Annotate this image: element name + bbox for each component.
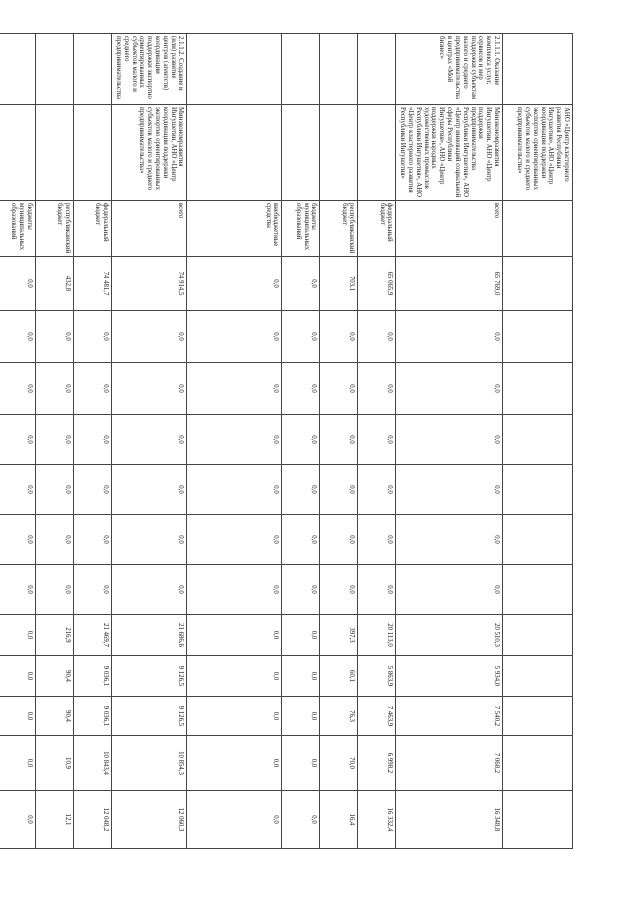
amount-cell: 0,0 (74, 363, 112, 415)
amount-cell: 0,0 (0, 363, 36, 415)
executor-cell (36, 105, 74, 201)
amount-cell: 0,0 (0, 615, 36, 656)
table-row (187, 34, 282, 849)
measure-code-cell (320, 34, 358, 105)
amount-cell: 0,0 (74, 311, 112, 363)
table-row (282, 34, 320, 849)
amount-cell: 0,0 (187, 697, 282, 736)
measure-code-cell (503, 34, 573, 105)
amount-cell: 12 048,2 (74, 791, 112, 849)
measure-code-cell: 2.1.1.1. Оказание комплекса услуг, сервисов и мер поддержки субъектам малого и среднего предпринимательства в центрах «Мой бизнес» (396, 34, 503, 105)
amount-cell: 90,4 (36, 656, 74, 697)
amount-cell: 0,0 (112, 415, 187, 465)
amount-cell: 9 036,1 (74, 697, 112, 736)
amount-cell: 0,0 (36, 565, 74, 615)
amount-cell: 0,0 (36, 311, 74, 363)
amount-cell: 9 036,1 (74, 656, 112, 697)
executor-cell (0, 105, 36, 201)
amount-cell: 0,0 (0, 736, 36, 791)
amount-cell: 65 065,9 (358, 257, 396, 311)
amount-cell: 16,4 (320, 791, 358, 849)
funding-source-cell: бюджеты муниципальных образований (282, 201, 320, 257)
amount-cell: 0,0 (358, 565, 396, 615)
amount-cell: 6 998,2 (358, 736, 396, 791)
measure-code-cell (36, 34, 74, 105)
measure-code-cell (74, 34, 112, 105)
amount-cell: 0,0 (282, 465, 320, 515)
funding-source-cell: федеральный бюджет (74, 201, 112, 257)
funding-source-cell: республиканский бюджет (320, 201, 358, 257)
amount-cell: 0,0 (358, 465, 396, 515)
amount-cell: 16 332,4 (358, 791, 396, 849)
funding-source-cell: внебюджетные средства (187, 201, 282, 257)
amount-cell: 0,0 (187, 515, 282, 565)
amount-cell: 12 060,3 (112, 791, 187, 849)
amount-cell (503, 515, 573, 565)
amount-cell: 0,0 (187, 656, 282, 697)
amount-cell: 0,0 (36, 465, 74, 515)
amount-cell: 0,0 (0, 465, 36, 515)
amount-cell: 9 126,5 (112, 697, 187, 736)
amount-cell (503, 465, 573, 515)
amount-cell: 0,0 (358, 311, 396, 363)
amount-cell: 0,0 (187, 465, 282, 515)
amount-cell: 10,9 (36, 736, 74, 791)
amount-cell: 0,0 (74, 415, 112, 465)
amount-cell: 20 113,0 (358, 615, 396, 656)
amount-cell: 90,4 (36, 697, 74, 736)
amount-cell: 0,0 (0, 257, 36, 311)
table-row (396, 34, 503, 849)
amount-cell: 0,0 (282, 311, 320, 363)
amount-cell: 7 463,9 (358, 697, 396, 736)
amount-cell (503, 415, 573, 465)
funding-source-cell: бюджеты муниципальных образований (0, 201, 36, 257)
amount-cell: 0,0 (74, 565, 112, 615)
funding-source-cell (503, 201, 573, 257)
amount-cell: 0,0 (320, 415, 358, 465)
amount-cell (503, 565, 573, 615)
amount-cell: 0,0 (320, 311, 358, 363)
amount-cell: 0,0 (358, 363, 396, 415)
amount-cell: 0,0 (74, 515, 112, 565)
amount-cell: 0,0 (282, 565, 320, 615)
amount-cell: 0,0 (187, 311, 282, 363)
amount-cell: 0,0 (282, 615, 320, 656)
amount-cell: 0,0 (396, 363, 503, 415)
amount-cell (503, 791, 573, 849)
amount-cell (503, 697, 573, 736)
executor-cell (187, 105, 282, 201)
table-row (320, 34, 358, 849)
amount-cell: 0,0 (36, 415, 74, 465)
amount-cell: 0,0 (0, 515, 36, 565)
table-row (503, 34, 573, 849)
amount-cell: 0,0 (282, 697, 320, 736)
amount-cell (503, 311, 573, 363)
measure-code-cell (0, 34, 36, 105)
amount-cell: 0,0 (0, 656, 36, 697)
table-row (112, 34, 187, 849)
amount-cell: 0,0 (358, 515, 396, 565)
measure-code-cell (358, 34, 396, 105)
amount-cell: 0,0 (282, 656, 320, 697)
amount-cell (503, 736, 573, 791)
amount-cell (503, 656, 573, 697)
amount-cell: 432,8 (36, 257, 74, 311)
measure-code-cell: 2.1.1.2. Создание и (или) развитие центров (агентств) координации поддержки экспортно ориентированных субъектов малого и среднего предпринимательства (112, 34, 187, 105)
amount-cell: 0,0 (0, 697, 36, 736)
executor-cell: Минэкономразвития Ингушетии, АНО «Центр поддержки предпринимательства Республики Ингушетия», АНО «Центр инноваций социальной сферы Республики Ингушетия», АНО «Центр поддержки народных художественных промыслов Республики Ингушетия», АНО «Центр кластерного развития Республики Ингушетия» (396, 105, 503, 201)
table-row (358, 34, 396, 849)
amount-cell (503, 363, 573, 415)
amount-cell: 0,0 (396, 565, 503, 615)
amount-cell: 5 863,9 (358, 656, 396, 697)
amount-cell: 0,0 (282, 257, 320, 311)
amount-cell: 0,0 (112, 565, 187, 615)
amount-cell: 21 686,6 (112, 615, 187, 656)
amount-cell: 0,0 (187, 415, 282, 465)
amount-cell: 0,0 (282, 736, 320, 791)
amount-cell: 703,1 (320, 257, 358, 311)
amount-cell: 0,0 (396, 515, 503, 565)
amount-cell: 21 469,7 (74, 615, 112, 656)
amount-cell: 74 914,5 (112, 257, 187, 311)
funding-source-cell: республиканский бюджет (36, 201, 74, 257)
amount-cell: 65 769,0 (396, 257, 503, 311)
table-row (74, 34, 112, 849)
amount-cell: 0,0 (358, 415, 396, 465)
amount-cell: 0,0 (320, 465, 358, 515)
amount-cell: 5 934,0 (396, 656, 503, 697)
executor-cell (282, 105, 320, 201)
amount-cell: 397,3 (320, 615, 358, 656)
amount-cell: 0,0 (112, 363, 187, 415)
amount-cell: 0,0 (0, 415, 36, 465)
rotated-page (10, 33, 573, 848)
amount-cell: 0,0 (282, 791, 320, 849)
amount-cell: 16 348,8 (396, 791, 503, 849)
amount-cell: 0,0 (187, 615, 282, 656)
amount-cell: 0,0 (187, 363, 282, 415)
amount-cell: 0,0 (320, 363, 358, 415)
amount-cell: 0,0 (320, 515, 358, 565)
amount-cell: 7 540,2 (396, 697, 503, 736)
amount-cell: 0,0 (36, 363, 74, 415)
amount-cell: 60,1 (320, 656, 358, 697)
amount-cell: 0,0 (74, 465, 112, 515)
executor-cell (74, 105, 112, 201)
amount-cell: 0,0 (112, 465, 187, 515)
amount-cell: 0,0 (0, 565, 36, 615)
amount-cell: 12,1 (36, 791, 74, 849)
executor-cell (358, 105, 396, 201)
amount-cell: 70,0 (320, 736, 358, 791)
executor-cell (320, 105, 358, 201)
amount-cell: 0,0 (282, 515, 320, 565)
measure-code-cell (282, 34, 320, 105)
amount-cell: 0,0 (36, 515, 74, 565)
amount-cell: 0,0 (396, 415, 503, 465)
funding-source-cell: всего (112, 201, 187, 257)
funding-source-cell: федеральный бюджет (358, 201, 396, 257)
amount-cell: 74 481,7 (74, 257, 112, 311)
amount-cell: 0,0 (187, 791, 282, 849)
amount-cell: 0,0 (396, 465, 503, 515)
funding-source-cell: всего (396, 201, 503, 257)
amount-cell: 10 843,4 (74, 736, 112, 791)
amount-cell: 216,9 (36, 615, 74, 656)
amount-cell: 0,0 (112, 311, 187, 363)
executor-cell: Минэкономразвития Ингушетии, АНО «Центр координации поддержки экспортно ориентированных субъектов малого и среднего предпринимательства» (112, 105, 187, 201)
amount-cell: 0,0 (396, 311, 503, 363)
measure-code-cell (187, 34, 282, 105)
amount-cell: 10 854,3 (112, 736, 187, 791)
table-row (0, 34, 36, 849)
amount-cell (503, 257, 573, 311)
table-row (36, 34, 74, 849)
amount-cell: 0,0 (0, 311, 36, 363)
amount-cell: 0,0 (282, 363, 320, 415)
amount-cell: 7 068,2 (396, 736, 503, 791)
amount-cell: 0,0 (187, 736, 282, 791)
amount-cell: 0,0 (187, 257, 282, 311)
amount-cell (503, 615, 573, 656)
amount-cell: 0,0 (320, 565, 358, 615)
amount-cell: 0,0 (187, 565, 282, 615)
amount-cell: 0,0 (282, 415, 320, 465)
amount-cell: 76,3 (320, 697, 358, 736)
amount-cell: 0,0 (0, 791, 36, 849)
executor-cell: АНО «Центр кластерного развития Республики Ингушетия», АНО «Центр координации поддержки экспортно ориентированных субъектов малого и среднего предпринимательства» (503, 105, 573, 201)
amount-cell: 9 126,5 (112, 656, 187, 697)
amount-cell: 20 510,3 (396, 615, 503, 656)
funding-table (0, 33, 573, 849)
amount-cell: 0,0 (112, 515, 187, 565)
